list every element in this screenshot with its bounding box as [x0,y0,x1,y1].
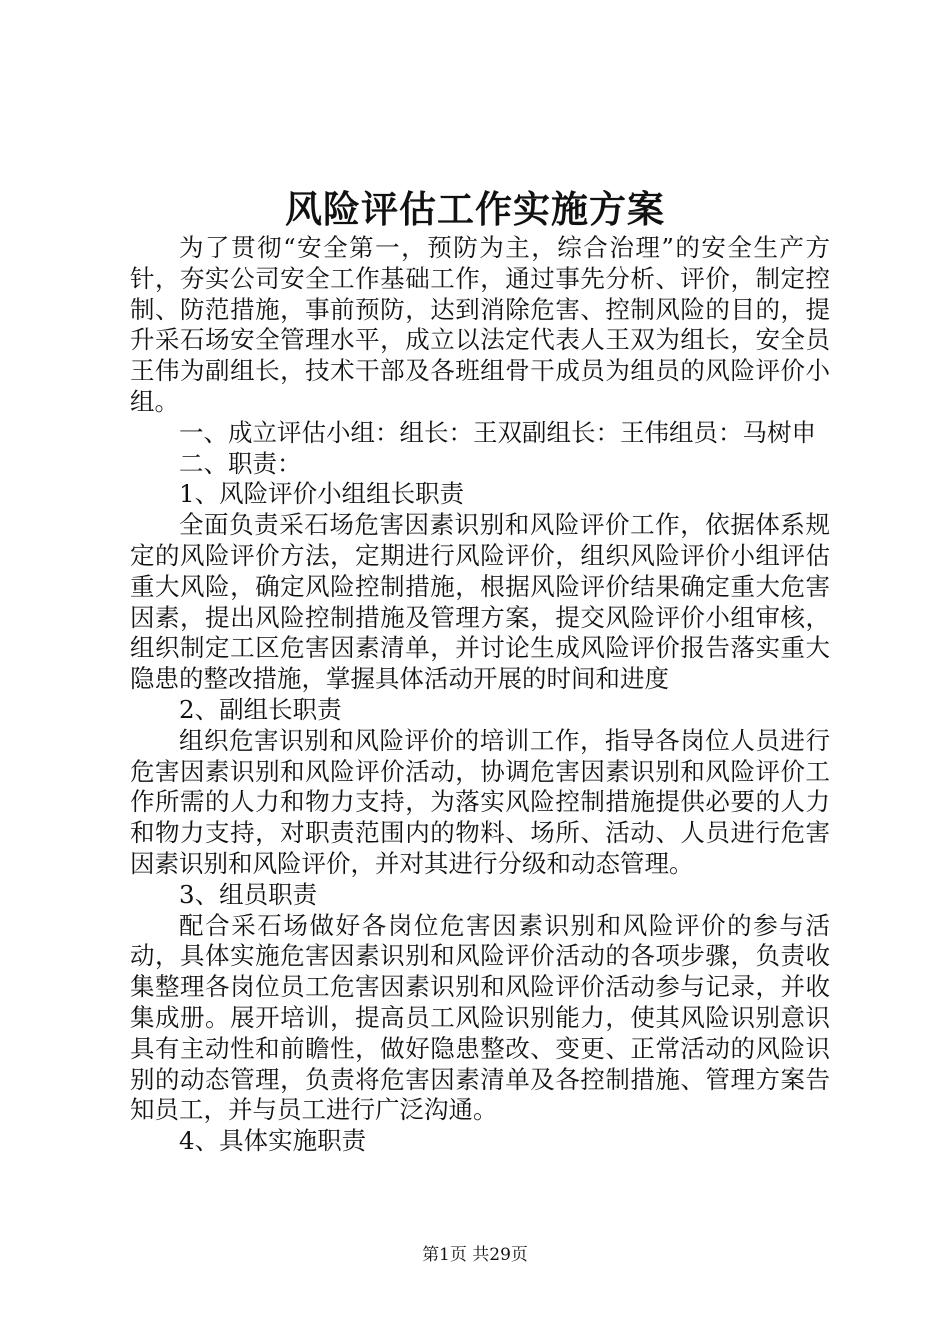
section-heading-team: 一、成立评估小组：组长：王双副组长：王伟组员：马树申 [179,417,816,447]
deputy-duties-paragraph: 组织危害识别和风险评价的培训工作，指导各岗位人员进行危害因素识别和风险评价活动，协调危害因素识别和风险评价工作所需的人力和物力支持，为落实风险控制措施提供必要的人力和物力支持，对职责范围内的物料、场所、活动、人员进行危害因素识别和风险评价，并对其进行分级和动态管理。 [130,725,830,878]
subheading-deputy-duties: 2、副组长职责 [179,694,342,724]
section-heading-duties: 二、职责： [179,448,302,478]
document-title: 风险评估工作实施方案 [285,187,665,231]
intro-paragraph: 为了贯彻“安全第一，预防为主，综合治理”的安全生产方针，夯实公司安全工作基础工作，通过事先分析、评价，制定控制、防范措施，事前预防，达到消除危害、控制风险的目的，提升采石场安全管理水平，成立以法定代表人王双为组长，安全员王伟为副组长，技术干部及各班组骨干成员为组员的风险评价小组。 [130,233,830,416]
page-number-footer: 第1页 共29页 [422,1245,528,1265]
document-body [130,233,830,1157]
subheading-member-duties: 3、组员职责 [179,879,318,909]
subheading-leader-duties: 1、风险评价小组组长职责 [179,479,465,509]
leader-duties-paragraph: 全面负责采石场危害因素识别和风险评价工作，依据体系规定的风险评价方法，定期进行风险评价，组织风险评价小组评估重大风险，确定风险控制措施，根据风险评价结果确定重大危害因素，提出风险控制措施及管理方案，提交风险评价小组审核，组织制定工区危害因素清单，并讨论生成风险评价报告落实重大隐患的整改措施，掌握具体活动开展的时间和进度 [130,510,830,694]
member-duties-paragraph: 配合采石场做好各岗位危害因素识别和风险评价的参与活动，具体实施危害因素识别和风险评价活动的各项步骤，负责收集整理各岗位员工危害因素识别和风险评价活动参与记录，并收集成册。展开培训，提高员工风险识别能力，使其风险识别意识具有主动性和前瞻性，做好隐患整改、变更、正常活动的风险识别的动态管理，负责将危害因素清单及各控制措施、管理方案告知员工，并与员工进行广泛沟通。 [130,910,830,1125]
subheading-implementation-duties: 4、具体实施职责 [179,1126,367,1156]
